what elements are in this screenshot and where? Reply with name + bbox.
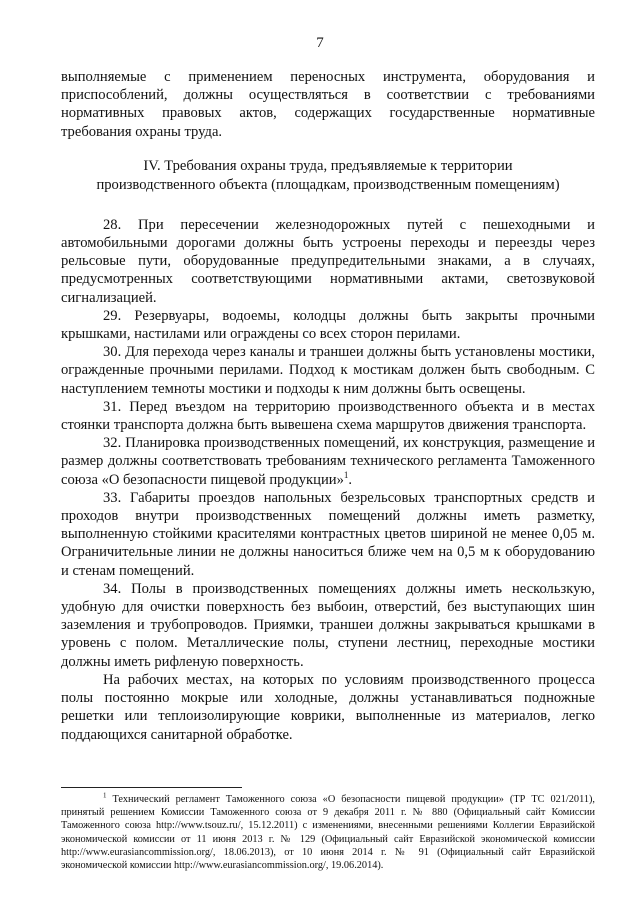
footnote-mark: 1 <box>103 791 107 800</box>
paragraph-31: 31. Перед въездом на территорию производственного объекта и в местах стоянки транспорта должна быть вывешена схема маршрутов движения транспорта. <box>61 398 595 434</box>
footnote <box>61 793 595 872</box>
paragraph-32-text: 32. Планировка производственных помещений, их конструкция, размещение и размер должны соответствовать требованиям технического регламента Таможенного союза «О безопасности пищевой продукции» <box>61 435 595 488</box>
paragraph-continuation: выполняемые с применением переносных инструмента, оборудования и приспособлений, должны осуществляться в соответствии с требованиями нормативных правовых актов, содержащих государственные нормативные требования охраны труда. <box>61 69 595 140</box>
paragraph-33: 33. Габариты проездов напольных безрельсовых транспортных средств и проходов внутри производственных помещений должны иметь разметку, выполненную стойкими красителями контрастных цветов шириной не менее 0,05 м. Ограничительные линии не должны наноситься ближе чем на 0,5 м к оборудованию и стенам помещений. <box>61 489 595 579</box>
paragraph-35: На рабочих местах, на которых по условиям производственного процесса полы постоянно мокрые или холодные, должны устанавливаться подножные решетки или теплоизолирующие коврики, выполненные из материалов, легко поддающихся санитарной обработке. <box>61 671 595 743</box>
paragraph-34: 34. Полы в производственных помещениях должны иметь нескользкую, удобную для очистки поверхность без выбоин, отверстий, без выступающих шин заземления и трубопроводов. Приямки, траншеи должны закрываться крышками в уровень с полом. Металлические полы, ступени лестниц, переходные мостики должны иметь рифленую поверхность. <box>61 580 595 670</box>
page-number: 7 <box>316 35 324 51</box>
footnote-body: Технический регламент Таможенного союза «О безопасности пищевой продукции» (ТР ТС 021/2011), принятый решением Комиссии Таможенного союза от 9 декабря 2011 г. № 880 (Официальный сайт Комиссии Таможенного союза http://www.tsouz.ru/, 15.12.2011) с изменениями, внесенными решениями Коллегии Евразийской экономической комиссии от 11 июня 2013 г. № 129 (Официальный сайт Евразийской экономической комиссии http://www.eurasiancommission.org/, 18.06.2013), от 10 июня 2014 г. № 91 (Официальный сайт Евразийской экономической комиссии http://www.eurasiancommission.org/, 19.06.2014). <box>61 794 595 872</box>
document-body <box>61 68 595 744</box>
section-heading <box>61 157 595 195</box>
paragraph-32 <box>61 434 595 489</box>
footnote-reference[interactable]: 1 <box>343 469 349 480</box>
footnote-separator <box>61 787 242 788</box>
paragraph-32-end: . <box>348 471 353 488</box>
paragraph-30: 30. Для перехода через каналы и траншеи должны быть установлены мостики, огражденные прочными перилами. Подход к мостикам должен быть свободным. С наступлением темноты мостики и подходы к ним должны быть освещены. <box>61 344 595 397</box>
paragraph-28: 28. При пересечении железнодорожных путей с пешеходными и автомобильными дорогами должны быть устроены переходы и переезды через рельсовые пути, оборудованные предупредительными знаками, а в случаях, предусмотренных соответствующими нормативными актами, светозвуковой сигнализацией. <box>61 216 595 306</box>
section-heading-line1: IV. Требования охраны труда, предъявляемые к территории <box>143 157 513 174</box>
footnote-text <box>61 793 595 872</box>
paragraph-29: 29. Резервуары, водоемы, колодцы должны быть закрыты прочными крышками, настилами или ограждены со всех сторон перилами. <box>61 307 595 343</box>
section-heading-line2: производственного объекта (площадкам, производственным помещениям) <box>96 176 560 193</box>
